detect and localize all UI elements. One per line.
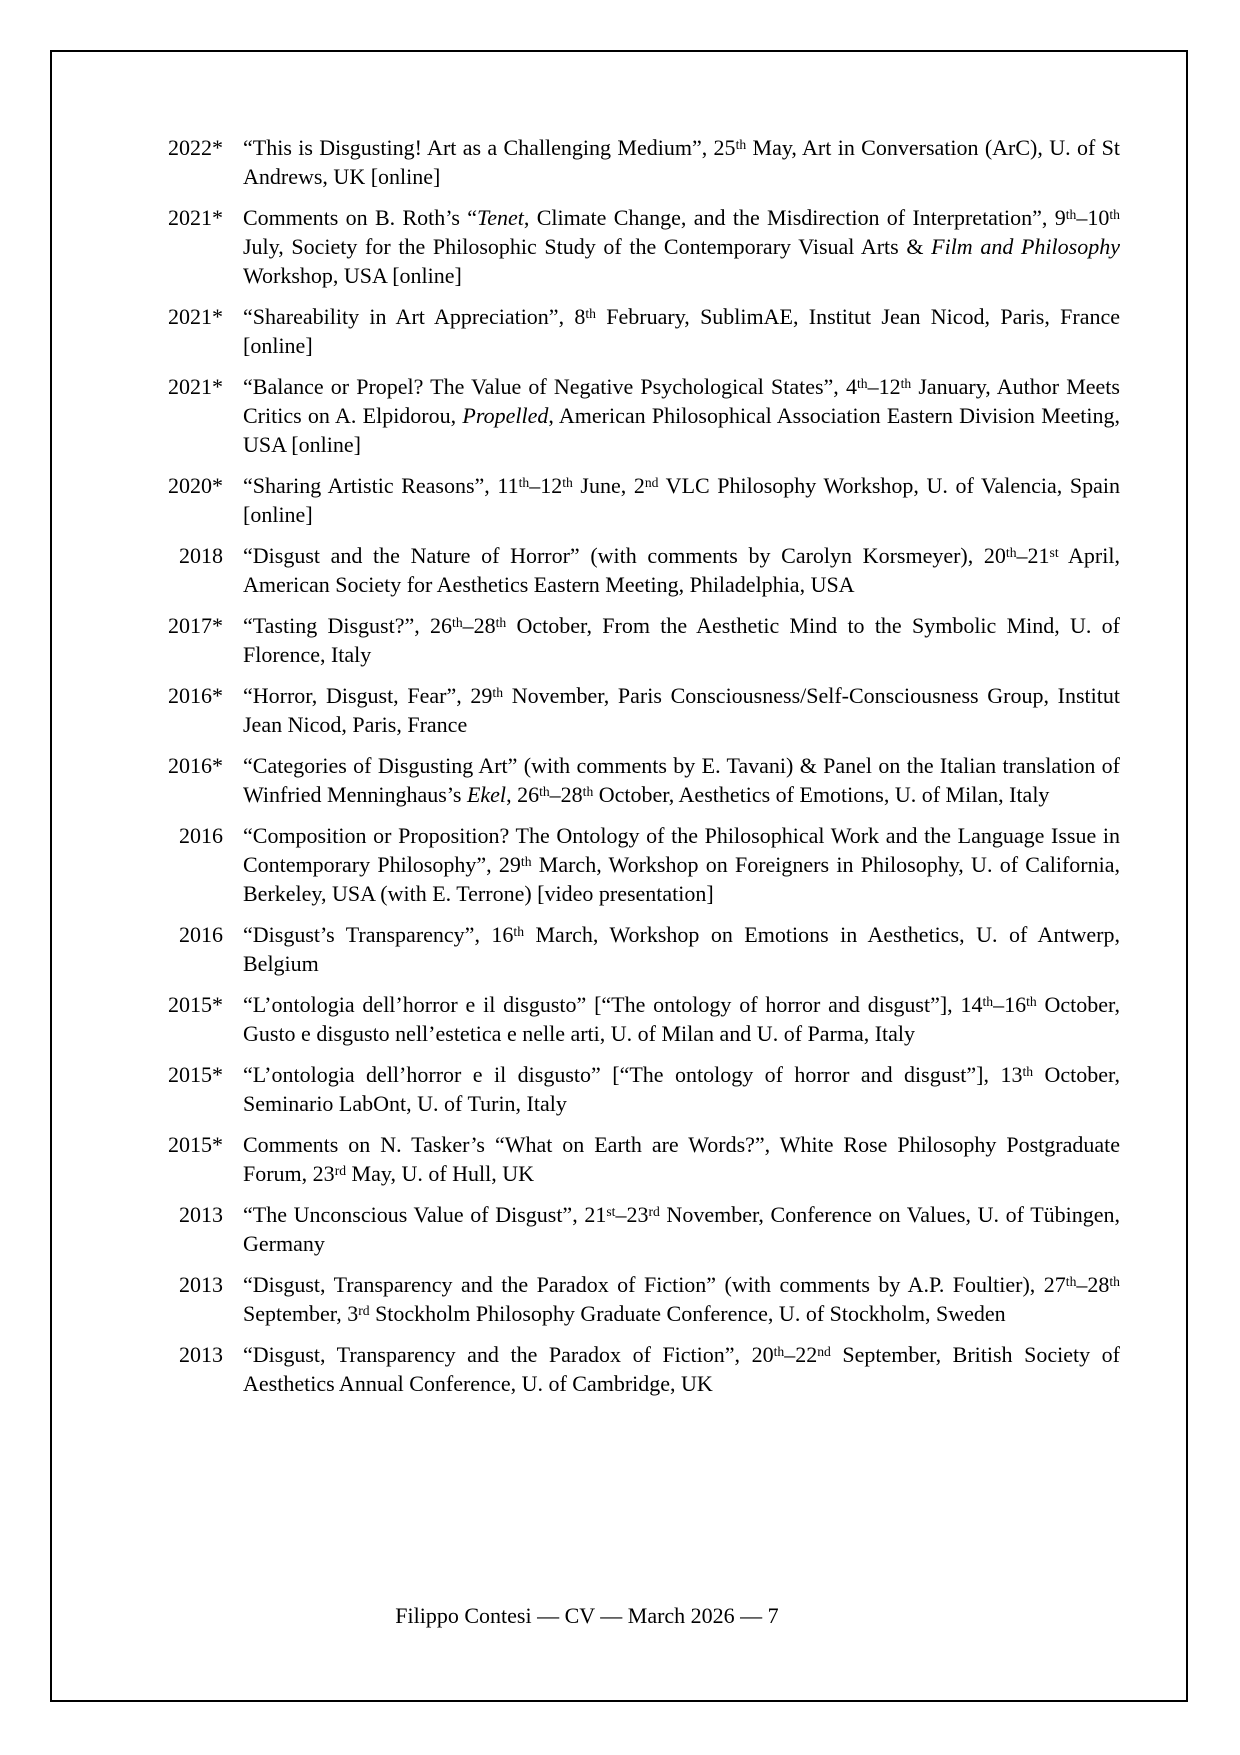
talk-entry — [120, 681, 1120, 739]
talk-text: “Categories of Disgusting Art” (with comments by E. Tavani) & Panel on the Italian translation of Winfried Menninghaus’s Ekel, 26th–28th October, Aesthetics of Emotions, U. of Milan, Italy — [243, 753, 1120, 807]
talks-list — [120, 133, 1120, 1398]
talk-entry — [120, 133, 1120, 191]
talk-text: “Balance or Propel? The Value of Negative Psychological States”, 4th–12th January, Author Meets Critics on A. Elpidorou, Propelled, American Philosophical Association Eastern Division Meeting, USA [online] — [243, 374, 1121, 457]
talk-year: 2017* — [168, 613, 223, 638]
talk-text: Comments on B. Roth’s “Tenet, Climate Change, and the Misdirection of Interpretation”, 9th–10th July, Society for the Philosophic Study of the Contemporary Visual Arts & Film and Philosophy Workshop, USA [online] — [243, 205, 1120, 288]
talk-text: “Disgust, Transparency and the Paradox of Fiction” (with comments by A.P. Foultier), 27th–28th September, 3rd Stockholm Philosophy Graduate Conference, U. of Stockholm, Sweden — [243, 1272, 1120, 1326]
talk-text: “Composition or Proposition? The Ontology of the Philosophical Work and the Language Issue in Contemporary Philosophy”, 29th March, Workshop on Foreigners in Philosophy, U. of California, Berkeley, USA (with E. Terrone) [video presentation] — [243, 823, 1120, 906]
talk-entry — [120, 471, 1120, 529]
talk-year: 2021* — [168, 304, 223, 329]
talk-year: 2015* — [168, 992, 223, 1017]
talk-text: “L’ontologia dell’horror e il disgusto” [“The ontology of horror and disgust”], 13th October, Seminario LabOnt, U. of Turin, Italy — [243, 1062, 1120, 1116]
talk-entry — [120, 920, 1120, 978]
talk-year: 2016* — [168, 683, 223, 708]
talk-entry — [120, 372, 1120, 459]
talk-year: 2016 — [179, 922, 223, 947]
talk-year: 2021* — [168, 205, 223, 230]
talk-entry — [120, 611, 1120, 669]
talk-entry — [120, 990, 1120, 1048]
talk-year: 2013 — [179, 1272, 223, 1297]
talk-entry — [120, 821, 1120, 908]
talk-text: Comments on N. Tasker’s “What on Earth are Words?”, White Rose Philosophy Postgraduate Forum, 23rd May, U. of Hull, UK — [243, 1132, 1120, 1186]
talk-year: 2016 — [179, 823, 223, 848]
talk-entry — [120, 203, 1120, 290]
talk-entry — [120, 1270, 1120, 1328]
talk-text: “This is Disgusting! Art as a Challenging Medium”, 25th May, Art in Conversation (ArC), U. of St Andrews, UK [online] — [243, 135, 1120, 189]
talk-year: 2022* — [168, 135, 223, 160]
talk-entry — [120, 1130, 1120, 1188]
talk-entry — [120, 541, 1120, 599]
talk-entry — [120, 1060, 1120, 1118]
talk-text: “Shareability in Art Appreciation”, 8th February, SublimAE, Institut Jean Nicod, Paris, France [online] — [243, 304, 1120, 358]
talk-entry — [120, 751, 1120, 809]
talk-text: “Disgust and the Nature of Horror” (with comments by Carolyn Korsmeyer), 20th–21st April, American Society for Aesthetics Eastern Meeting, Philadelphia, USA — [243, 543, 1120, 597]
talk-year: 2015* — [168, 1132, 223, 1157]
talk-text: “L’ontologia dell’horror e il disgusto” [“The ontology of horror and disgust”], 14th–16th October, Gusto e disgusto nell’estetica e nelle arti, U. of Milan and U. of Parma, Italy — [243, 992, 1120, 1046]
talk-entry — [120, 1340, 1120, 1398]
talk-year: 2020* — [168, 473, 223, 498]
talk-text: “Horror, Disgust, Fear”, 29th November, Paris Consciousness/Self-Consciousness Group, Institut Jean Nicod, Paris, France — [243, 683, 1121, 737]
talk-text: “Disgust’s Transparency”, 16th March, Workshop on Emotions in Aesthetics, U. of Antwerp, Belgium — [243, 922, 1121, 976]
talk-text: “Sharing Artistic Reasons”, 11th–12th June, 2nd VLC Philosophy Workshop, U. of Valencia, Spain [online] — [243, 473, 1120, 527]
talk-year: 2021* — [168, 374, 223, 399]
talk-year: 2013 — [179, 1342, 223, 1367]
talk-entry — [120, 1200, 1120, 1258]
talk-year: 2015* — [168, 1062, 223, 1087]
talk-text: “Disgust, Transparency and the Paradox of Fiction”, 20th–22nd September, British Society of Aesthetics Annual Conference, U. of Cambridge, UK — [243, 1342, 1120, 1396]
talk-year: 2018 — [179, 543, 223, 568]
talk-year: 2013 — [179, 1202, 223, 1227]
talk-text: “Tasting Disgust?”, 26th–28th October, From the Aesthetic Mind to the Symbolic Mind, U. of Florence, Italy — [243, 613, 1121, 667]
page-footer: Filippo Contesi — CV — March 2026 — 7 — [395, 1603, 779, 1628]
talk-entry — [120, 302, 1120, 360]
talk-text: “The Unconscious Value of Disgust”, 21st–23rd November, Conference on Values, U. of Tübingen, Germany — [243, 1202, 1121, 1256]
talk-year: 2016* — [168, 753, 223, 778]
